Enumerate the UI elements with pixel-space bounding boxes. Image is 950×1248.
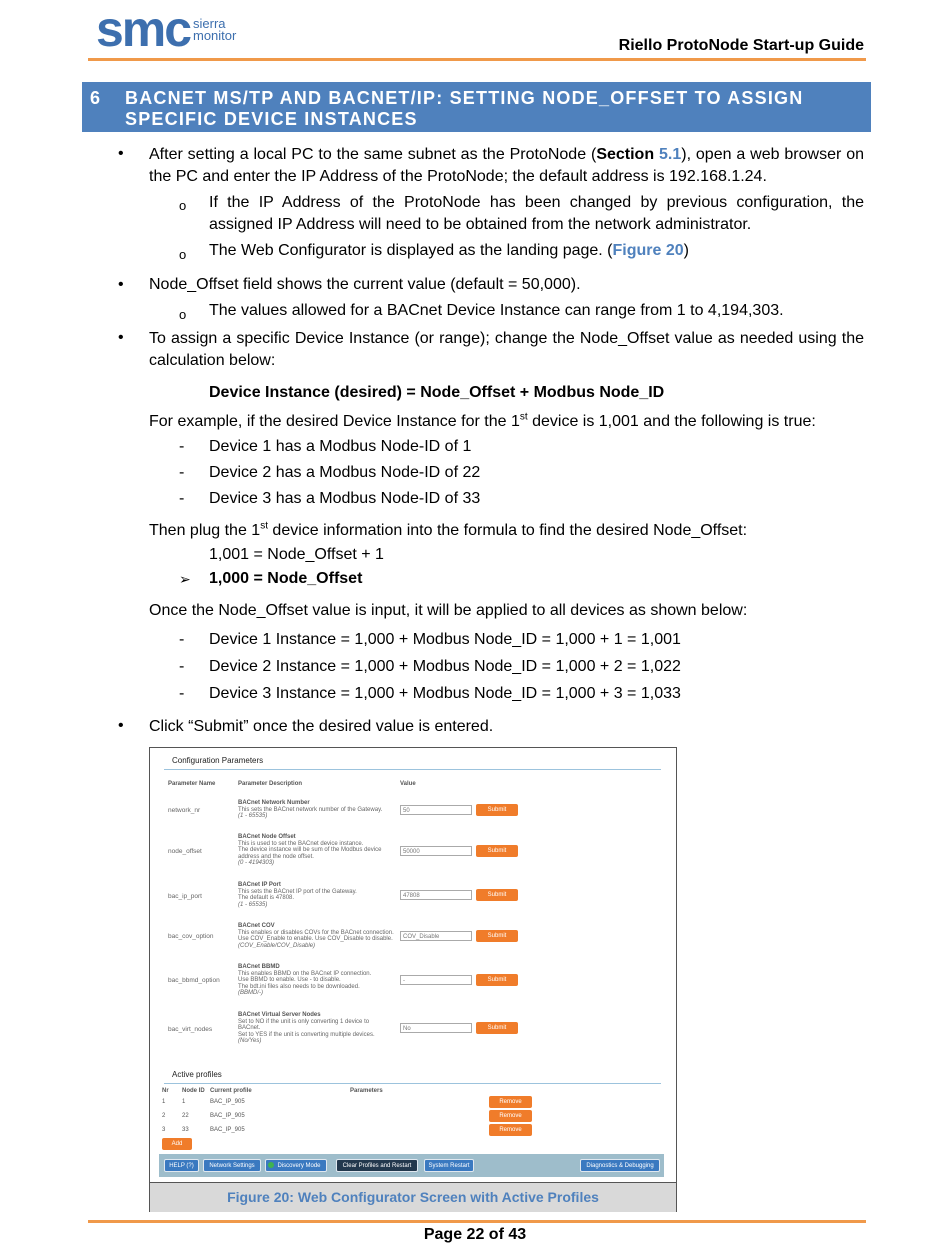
param-description bbox=[238, 834, 396, 867]
param-title: BACnet Node Offset bbox=[238, 834, 296, 840]
ap-col-node-id: Node ID bbox=[182, 1088, 205, 1094]
paragraph-bullet-3: To assign a specific Device Instance (or range); change the Node_Offset value as needed using the calculation below: bbox=[149, 330, 864, 369]
param-desc-line: The device instance will be sum of the Modbus device bbox=[238, 847, 382, 854]
list-item: Device 2 has a Modbus Node-ID of 22 bbox=[209, 464, 481, 481]
submit-button[interactable]: Submit bbox=[476, 889, 518, 901]
header-rule bbox=[88, 58, 866, 61]
param-desc-line: Set to NO if the unit is only converting 1 device to bbox=[238, 1018, 370, 1025]
b1-text-pre: After setting a local PC to the same subnet as the ProtoNode ( bbox=[149, 146, 597, 163]
param-title: BACnet Virtual Server Nodes bbox=[238, 1012, 321, 1018]
figure-web-configurator bbox=[149, 747, 677, 1212]
sub-bullet-icon: o bbox=[179, 307, 187, 322]
section-link[interactable]: 5.1 bbox=[659, 146, 682, 163]
network-settings-button[interactable]: Network Settings bbox=[203, 1159, 261, 1172]
ap-col-nr: Nr bbox=[162, 1088, 169, 1094]
discovery-mode-button[interactable] bbox=[265, 1159, 327, 1172]
active-profiles-rule bbox=[164, 1083, 661, 1084]
sub-bullet-icon: o bbox=[179, 247, 187, 262]
col-header-desc: Parameter Description bbox=[238, 781, 303, 787]
add-button[interactable]: Add bbox=[162, 1138, 192, 1150]
remove-button[interactable]: Remove bbox=[489, 1124, 532, 1136]
param-name: bac_virt_nodes bbox=[168, 1026, 213, 1033]
sub2-text-pre: The Web Configurator is displayed as the landing page. ( bbox=[209, 242, 613, 259]
submit-button[interactable]: Submit bbox=[476, 1022, 518, 1034]
page-number: Page 22 of 43 bbox=[423, 1226, 527, 1243]
calculation-result: 1,000 = Node_Offset bbox=[209, 570, 363, 587]
bullet-icon: • bbox=[118, 145, 124, 162]
ap-node-id: 33 bbox=[182, 1127, 189, 1133]
clear-profiles-button[interactable]: Clear Profiles and Restart bbox=[336, 1159, 418, 1172]
param-title: BACnet IP Port bbox=[238, 882, 281, 888]
example-text-pre: For example, if the desired Device Instance for the 1 bbox=[149, 413, 520, 430]
list-item: Device 3 Instance = 1,000 + Modbus Node_ID = 1,000 + 3 = 1,033 bbox=[209, 685, 681, 702]
paragraph-sub-1: If the IP Address of the ProtoNode has been changed by previous configuration, the assigned IP Address will need to be obtained from the network administrator. bbox=[209, 194, 864, 233]
company-logo bbox=[96, 1, 246, 57]
paragraph-bullet-2: Node_Offset field shows the current value (default = 50,000). bbox=[149, 276, 581, 293]
document-title: Riello ProtoNode Start-up Guide bbox=[618, 37, 864, 54]
config-title-rule bbox=[164, 769, 661, 770]
status-dot-icon bbox=[268, 1162, 274, 1168]
param-description bbox=[238, 1012, 396, 1045]
param-description bbox=[238, 923, 396, 949]
dash-icon: - bbox=[179, 464, 185, 481]
diagnostics-button[interactable]: Diagnostics & Debugging bbox=[580, 1159, 660, 1172]
bac-cov-option-input[interactable]: COV_Disable bbox=[400, 931, 472, 941]
ap-node-id: 22 bbox=[182, 1113, 189, 1119]
ap-node-id: 1 bbox=[182, 1099, 186, 1105]
param-desc-line: Use BBMD to enable. Use - to disable. bbox=[238, 977, 341, 984]
paragraph-bullet-1 bbox=[149, 144, 864, 188]
dash-icon: - bbox=[179, 438, 185, 455]
ap-nr: 2 bbox=[162, 1113, 166, 1119]
logo-subtext bbox=[193, 18, 236, 42]
arrow-bullet-icon: ➢ bbox=[179, 571, 191, 587]
submit-button[interactable]: Submit bbox=[476, 804, 518, 816]
param-name: node_offset bbox=[168, 848, 202, 855]
figure-caption: Figure 20: Web Configurator Screen with Active Profiles bbox=[150, 1182, 676, 1212]
param-range: (1 - 65535) bbox=[238, 813, 268, 820]
footer-rule bbox=[88, 1220, 866, 1223]
plug-text-post: device information into the formula to find the desired Node_Offset: bbox=[267, 522, 748, 539]
param-name: bac_ip_port bbox=[168, 893, 202, 900]
param-title: BACnet BBMD bbox=[238, 964, 280, 970]
remove-button[interactable]: Remove bbox=[489, 1096, 532, 1108]
calculation-line: 1,001 = Node_Offset + 1 bbox=[209, 546, 384, 563]
param-desc-line: BACnet. bbox=[238, 1025, 261, 1032]
param-range: (BBMD/-) bbox=[238, 990, 263, 997]
bullet-icon: • bbox=[118, 276, 124, 293]
node-offset-input[interactable]: 50000 bbox=[400, 846, 472, 856]
paragraph-sub-2 bbox=[209, 240, 864, 262]
bac-virt-nodes-input[interactable]: No bbox=[400, 1023, 472, 1033]
sub-bullet-icon: o bbox=[179, 198, 187, 213]
param-desc-line: The default is 47808. bbox=[238, 895, 295, 902]
figure-link[interactable]: Figure 20 bbox=[612, 242, 684, 259]
param-range: (1 - 65535) bbox=[238, 901, 268, 908]
param-desc-line: This sets the BACnet IP port of the Gateway. bbox=[238, 888, 357, 895]
ap-profile: BAC_IP_905 bbox=[210, 1127, 245, 1133]
param-desc-line: The bdt.ini files also needs to be downloaded. bbox=[238, 983, 360, 990]
list-item: Device 2 Instance = 1,000 + Modbus Node_ID = 1,000 + 2 = 1,022 bbox=[209, 658, 681, 675]
submit-button[interactable]: Submit bbox=[476, 930, 518, 942]
param-desc-line: This sets the BACnet network number of the Gateway. bbox=[238, 806, 383, 813]
ap-col-parameters: Parameters bbox=[350, 1088, 383, 1094]
help-button[interactable]: HELP (?) bbox=[164, 1159, 199, 1172]
ap-nr: 1 bbox=[162, 1099, 166, 1105]
active-profiles-title: Active profiles bbox=[172, 1070, 222, 1079]
ap-nr: 3 bbox=[162, 1127, 166, 1133]
col-header-name: Parameter Name bbox=[168, 781, 216, 787]
paragraph-example bbox=[149, 411, 864, 433]
paragraph-bullet-4: Click “Submit” once the desired value is entered. bbox=[149, 718, 494, 735]
b1-section-label: Section bbox=[596, 146, 655, 163]
paragraph-plug bbox=[149, 520, 864, 542]
logo-line-2: monitor bbox=[193, 28, 237, 43]
discovery-mode-label: Discovery Mode bbox=[277, 1163, 321, 1169]
bullet-icon: • bbox=[118, 329, 124, 346]
ordinal-suffix: st bbox=[260, 520, 268, 532]
dash-icon: - bbox=[179, 685, 185, 702]
formula: Device Instance (desired) = Node_Offset + Modbus Node_ID bbox=[209, 384, 665, 401]
ap-col-profile: Current profile bbox=[210, 1088, 252, 1094]
bac-bbmd-option-input[interactable]: - bbox=[400, 975, 472, 985]
list-item: Device 3 has a Modbus Node-ID of 33 bbox=[209, 490, 481, 507]
param-desc-line: This is used to set the BACnet device instance. bbox=[238, 840, 364, 847]
param-description bbox=[238, 964, 396, 997]
col-header-value: Value bbox=[400, 781, 416, 787]
param-desc-line: This enables BBMD on the BACnet IP connection. bbox=[238, 970, 372, 977]
system-restart-button[interactable]: System Restart bbox=[424, 1159, 474, 1172]
b1-text-post: ), open a web browser on the PC and enter the IP Address of the ProtoNode; the default address is 192.168.1.24. bbox=[149, 146, 865, 185]
page-header bbox=[0, 0, 950, 64]
dash-icon: - bbox=[179, 658, 185, 675]
dash-icon: - bbox=[179, 490, 185, 507]
param-title: BACnet COV bbox=[238, 923, 275, 929]
param-name: bac_cov_option bbox=[168, 933, 214, 940]
logo-wordmark: smc bbox=[96, 1, 191, 57]
paragraph-once: Once the Node_Offset value is input, it will be applied to all devices as shown below: bbox=[149, 602, 748, 619]
ap-profile: BAC_IP_905 bbox=[210, 1099, 245, 1105]
action-toolbar bbox=[159, 1154, 664, 1177]
bac-ip-port-input[interactable]: 47808 bbox=[400, 890, 472, 900]
dash-icon: - bbox=[179, 631, 185, 648]
section-number: 6 bbox=[90, 88, 102, 108]
plug-text-pre: Then plug the 1 bbox=[149, 522, 261, 539]
paragraph-sub-3: The values allowed for a BACnet Device Instance can range from 1 to 4,194,303. bbox=[209, 302, 784, 319]
param-desc-line: address and the node offset. bbox=[238, 853, 314, 860]
param-range: (COV_Enable/COV_Disable) bbox=[238, 942, 316, 949]
submit-button[interactable]: Submit bbox=[476, 974, 518, 986]
logo-line-1: sierra bbox=[193, 16, 226, 31]
list-item: Device 1 Instance = 1,000 + Modbus Node_ID = 1,000 + 1 = 1,001 bbox=[209, 631, 681, 648]
ordinal-suffix: st bbox=[519, 411, 528, 423]
param-desc-line: Use COV_Enable to enable. Use COV_Disable to disable. bbox=[238, 936, 393, 943]
remove-button[interactable]: Remove bbox=[489, 1110, 532, 1122]
param-name: bac_bbmd_option bbox=[168, 977, 220, 984]
param-range: (No/Yes) bbox=[238, 1038, 262, 1045]
bullet-icon: • bbox=[118, 717, 124, 734]
submit-button[interactable]: Submit bbox=[476, 845, 518, 857]
param-name: network_nr bbox=[168, 807, 201, 814]
param-desc-line: Set to YES if the unit is converting multiple devices. bbox=[238, 1031, 375, 1038]
sub2-text-post: ) bbox=[683, 242, 689, 259]
param-desc-line: This enables or disables COVs for the BACnet connection. bbox=[238, 929, 394, 936]
param-range: (0 - 4194303) bbox=[238, 860, 275, 867]
param-description bbox=[238, 800, 396, 820]
ap-profile: BAC_IP_905 bbox=[210, 1113, 245, 1119]
section-title: BACNET MS/TP AND BACNET/IP: SETTING NODE_OFFSET TO ASSIGN SPECIFIC DEVICE INSTANCES bbox=[125, 88, 804, 129]
network-nr-input[interactable]: 50 bbox=[400, 805, 472, 815]
param-description bbox=[238, 882, 396, 908]
config-params-title: Configuration Parameters bbox=[172, 756, 264, 765]
section-heading bbox=[82, 82, 871, 132]
example-text-post: device is 1,001 and the following is true: bbox=[527, 413, 816, 430]
list-item: Device 1 has a Modbus Node-ID of 1 bbox=[209, 438, 472, 455]
param-title: BACnet Network Number bbox=[238, 800, 310, 806]
